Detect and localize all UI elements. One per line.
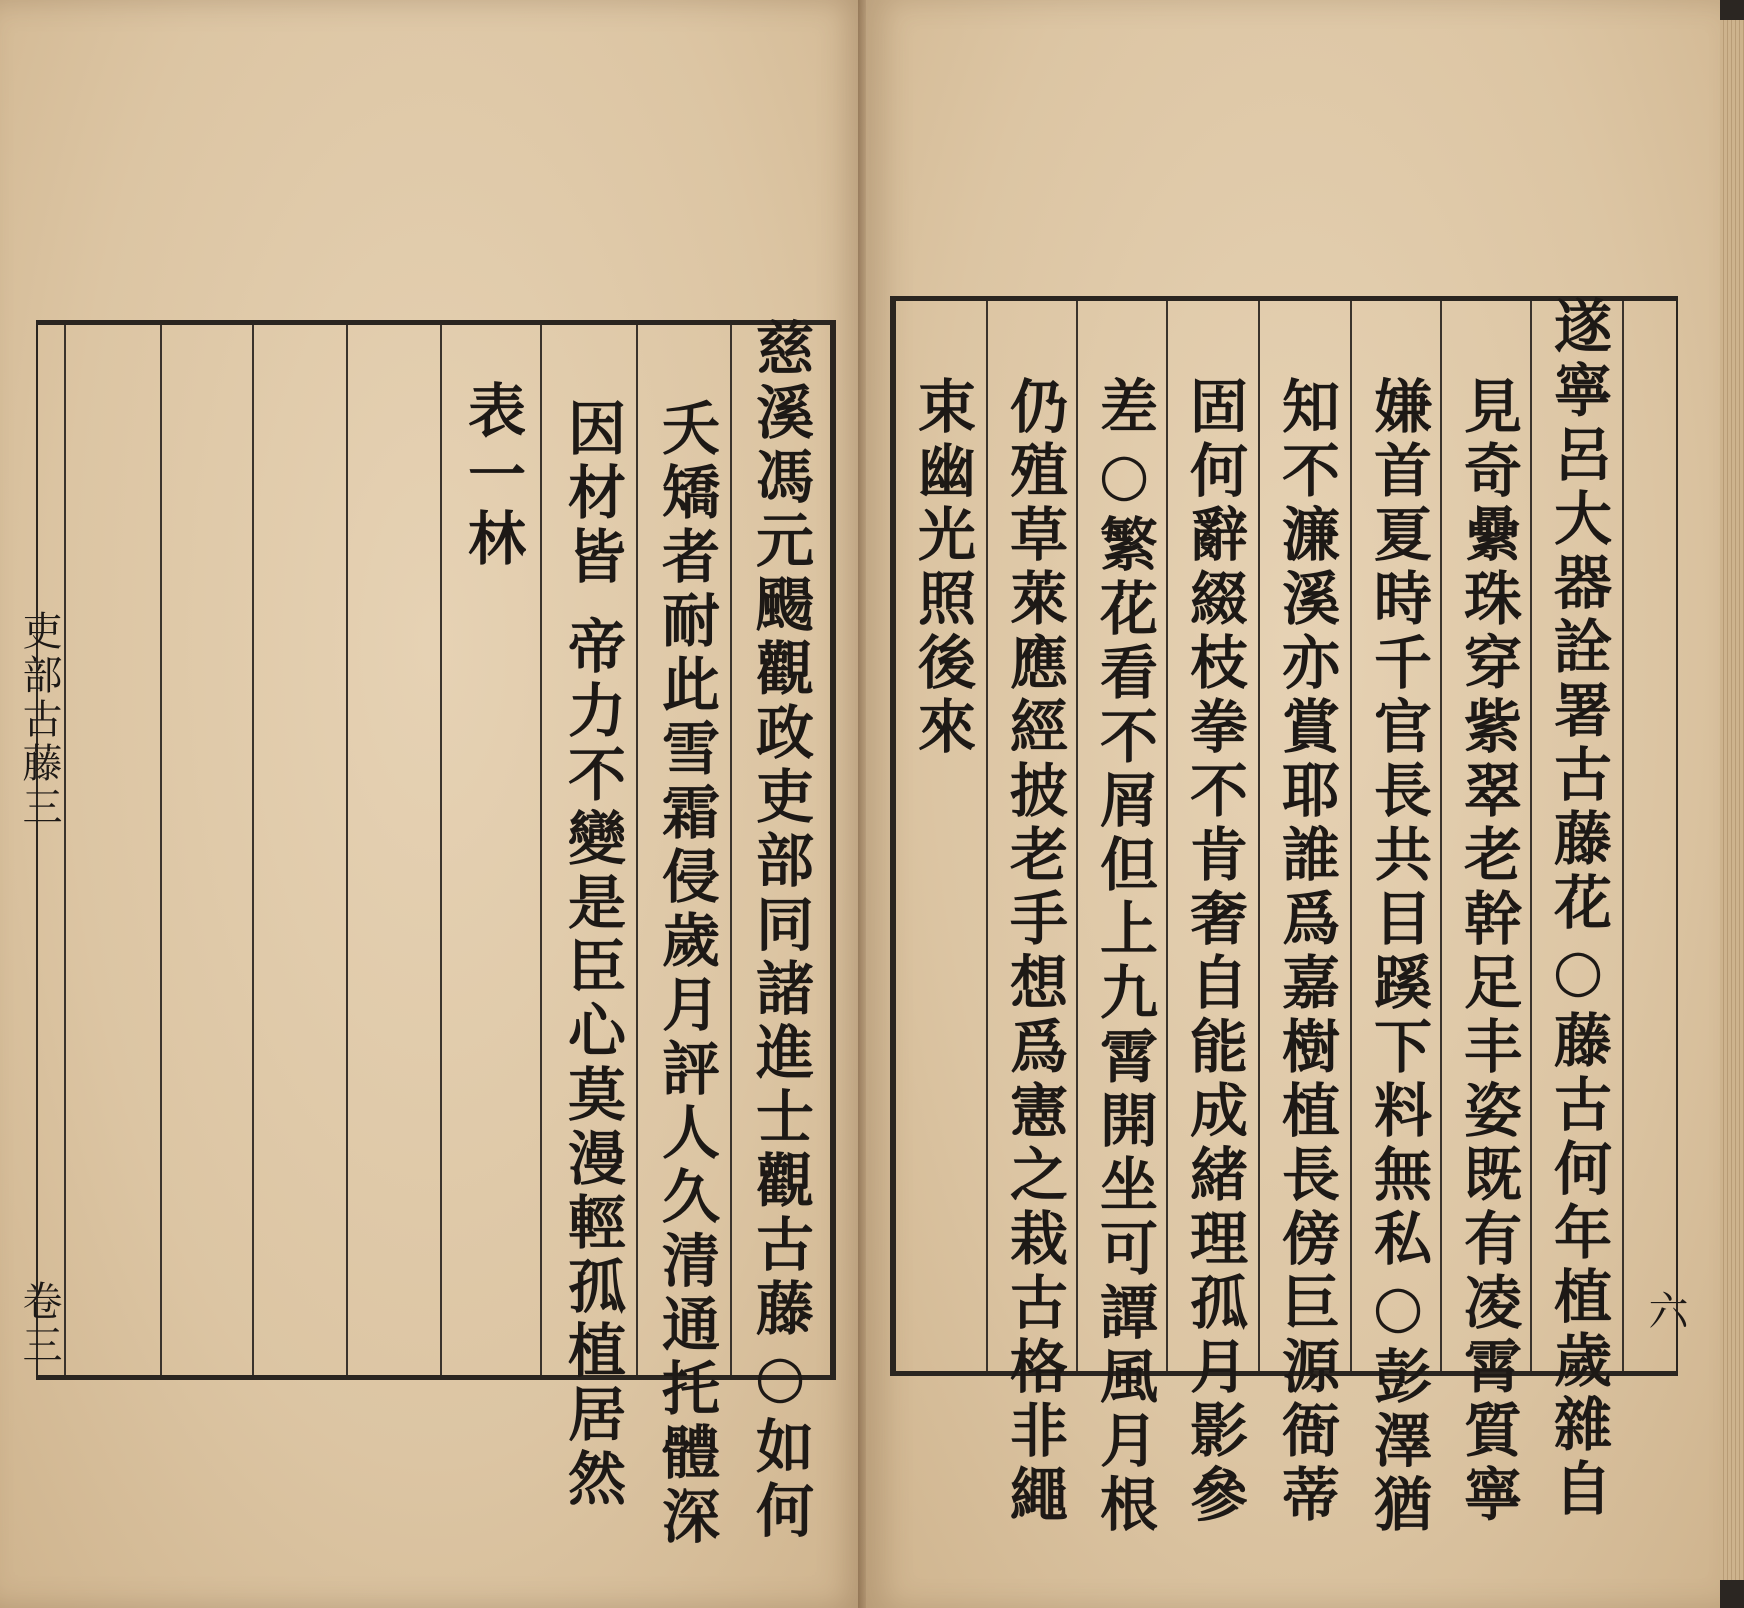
column-rule: [1076, 301, 1078, 1371]
column-rule: [346, 325, 348, 1375]
text-column: 固何辭綴枝拳不肯奢自能成緒理孤月影參: [1180, 376, 1248, 1528]
margin-volume: 卷三: [16, 1280, 62, 1368]
text-column: 夭矯者耐此雪霜侵歲月評人久清通托體深: [652, 398, 720, 1550]
column-rule: [986, 301, 988, 1371]
text-column: 遂寧呂大器詮署古藤花○藤古何年植歲雜自: [1544, 296, 1612, 1522]
text-column: 差○繁花看不屑但上九霄開坐可譚風月根: [1090, 376, 1158, 1538]
column-rule: [636, 325, 638, 1375]
text-column: 仍殖草萊應經披老手想爲憲之栽古格非繩: [1000, 376, 1068, 1528]
text-column: 慈溪馮元颺觀政吏部同諸進士觀古藤○如何: [746, 318, 814, 1544]
text-column: 因材皆 帝力不變是臣心莫漫輕孤植居然: [558, 398, 626, 1513]
text-column: 表一林: [458, 380, 526, 572]
margin-page-number: 六: [1642, 1290, 1688, 1334]
right-page: [866, 0, 1720, 1608]
text-column: 嫌首夏時千官長共目蹊下料無私○彭澤猶: [1364, 376, 1432, 1538]
page-edges: [1720, 20, 1744, 1580]
margin-title: 吏部古藤三: [16, 610, 62, 830]
column-rule: [1622, 301, 1624, 1371]
column-rule: [1258, 301, 1260, 1371]
column-rule: [160, 325, 162, 1375]
text-column: 見奇纍珠穿紫翠老幹足丰姿既有凌霄質寧: [1454, 376, 1522, 1528]
left-page: [0, 0, 866, 1608]
text-column: 束幽光照後來: [908, 376, 976, 760]
column-rule: [440, 325, 442, 1375]
column-rule: [252, 325, 254, 1375]
column-rule: [540, 325, 542, 1375]
column-rule: [1440, 301, 1442, 1371]
column-rule: [1530, 301, 1532, 1371]
column-rule: [1350, 301, 1352, 1371]
column-rule: [64, 325, 66, 1375]
text-column: 知不濂溪亦賞耶誰爲嘉樹植長傍巨源衙蒂: [1272, 376, 1340, 1528]
column-rule: [730, 325, 732, 1375]
column-rule: [1166, 301, 1168, 1371]
